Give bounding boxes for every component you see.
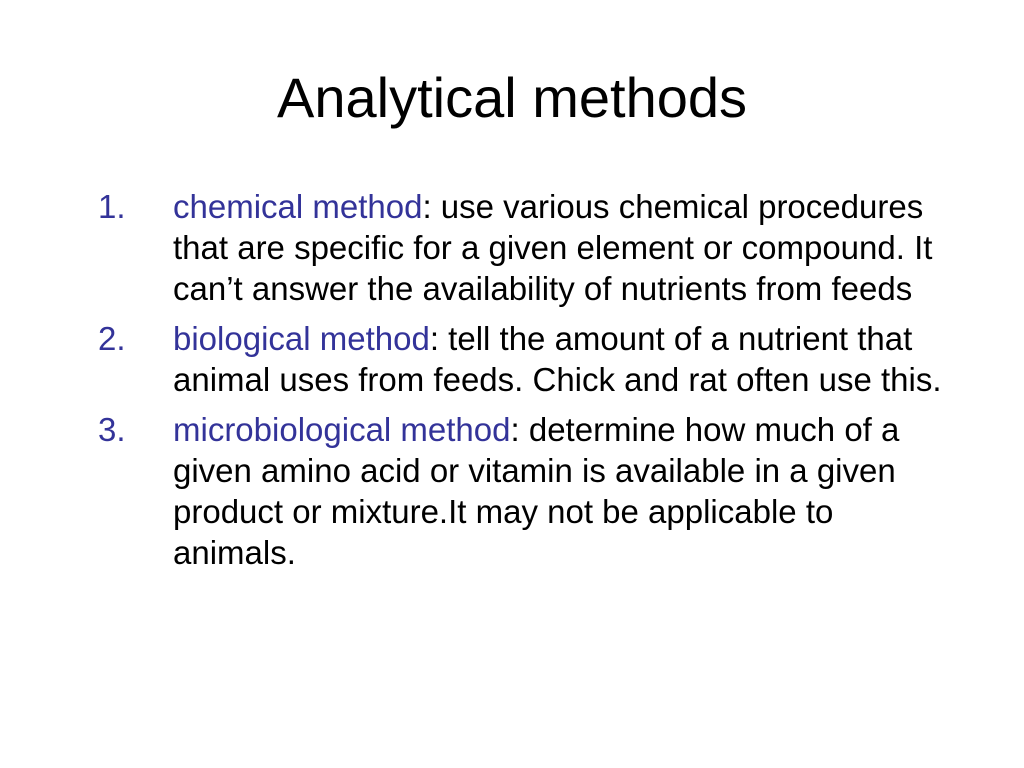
slide-title: Analytical methods [276,66,747,129]
method-list [98,186,948,582]
list-number: 3. [98,411,126,448]
description-chemical-method: : use various chemical procedures that are specific for a given element or compound. It can’t answer the availability of nutrients from feeds [173,188,933,307]
description-biological-method: : tell the amount of a nutrient that animal uses from feeds. Chick and rat often use this. [173,320,942,398]
list-number: 1. [98,188,126,225]
list-item-chemical-method [98,186,948,309]
list-item-biological-method [98,318,948,400]
term-microbiological-method: microbiological method [173,411,511,448]
term-chemical-method: chemical method [173,188,423,225]
list-item-microbiological-method [98,409,948,573]
description-microbiological-method: : determine how much of a given amino acid or vitamin is available in a given product or mixture.It may not be applicable to animals. [173,411,900,571]
list-number: 2. [98,320,126,357]
term-biological-method: biological method [173,320,430,357]
